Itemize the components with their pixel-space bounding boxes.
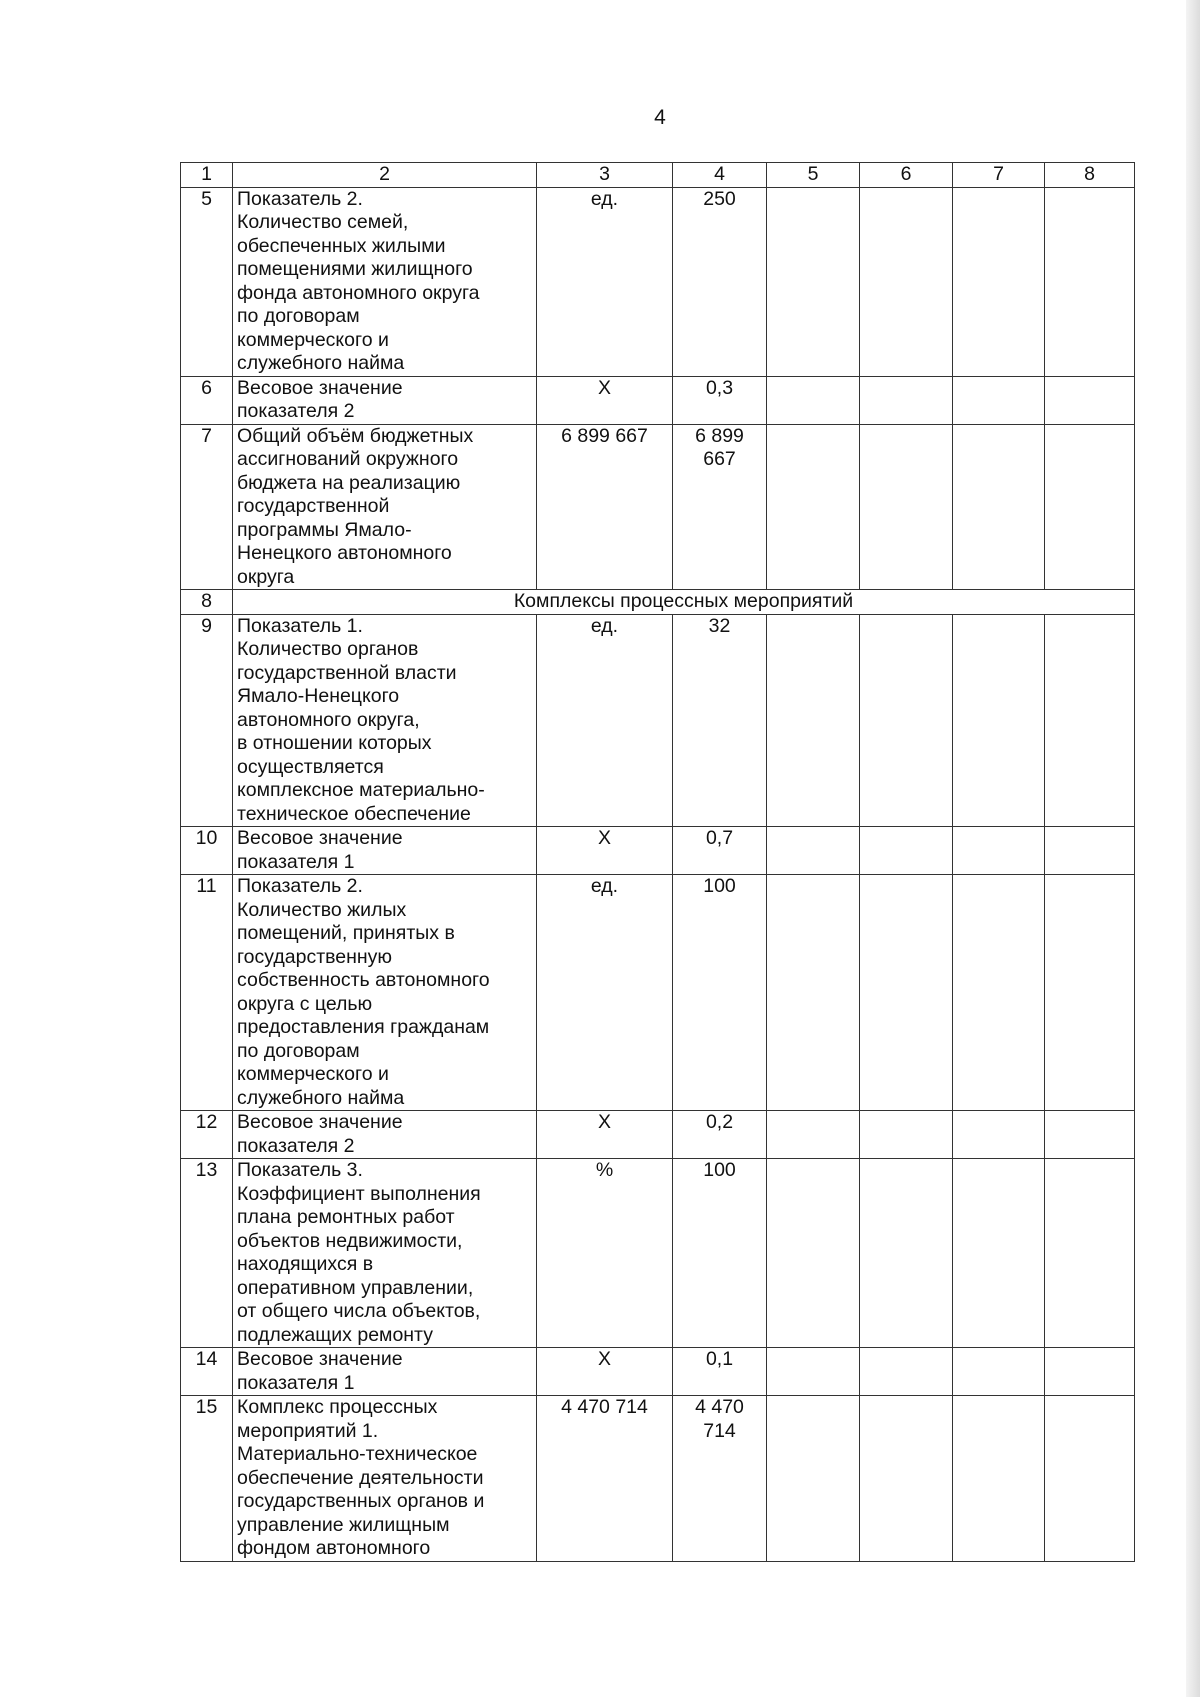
header-cell: 1 (181, 163, 233, 188)
empty-cell (953, 1159, 1045, 1348)
row-number: 7 (181, 424, 233, 590)
row-unit: X (537, 827, 673, 875)
row-number: 11 (181, 875, 233, 1111)
row-number: 5 (181, 187, 233, 376)
table-row (181, 187, 1135, 376)
row-description: Показатель 1. Количество органов государственной власти Ямало-Ненецкого автономного округа, в отношении которых осуществляется комплексное материально- техническое обеспечение (233, 614, 537, 827)
empty-cell (1045, 1159, 1135, 1348)
row-description: Показатель 2. Количество жилых помещений, принятых в государственную собственность автономного округа с целью предоставления гражданам по договорам коммерческого и служебного найма (233, 875, 537, 1111)
empty-cell (860, 1348, 953, 1396)
row-value: 4 470 714 (673, 1396, 767, 1562)
empty-cell (860, 614, 953, 827)
empty-cell (860, 1111, 953, 1159)
empty-cell (860, 875, 953, 1111)
row-description: Общий объём бюджетных ассигнований окружного бюджета на реализацию государственной программы Ямало- Ненецкого автономного округа (233, 424, 537, 590)
row-value: 250 (673, 187, 767, 376)
row-number: 15 (181, 1396, 233, 1562)
header-cell: 8 (1045, 163, 1135, 188)
row-description: Комплекс процессных мероприятий 1. Материально-техническое обеспечение деятельности государственных органов и управление жилищным фондом автономного (233, 1396, 537, 1562)
page-edge-shadow (1186, 0, 1200, 1697)
empty-cell (767, 424, 860, 590)
table-header-row (181, 163, 1135, 188)
row-value: 0,1 (673, 1348, 767, 1396)
empty-cell (767, 376, 860, 424)
empty-cell (1045, 1111, 1135, 1159)
row-unit: X (537, 1111, 673, 1159)
table-row (181, 1111, 1135, 1159)
row-value: 32 (673, 614, 767, 827)
row-number: 12 (181, 1111, 233, 1159)
row-description: Показатель 2. Количество семей, обеспеченных жилыми помещениями жилищного фонда автономного округа по договорам коммерческого и служебного найма (233, 187, 537, 376)
row-unit: 4 470 714 (537, 1396, 673, 1562)
empty-cell (953, 614, 1045, 827)
empty-cell (1045, 1396, 1135, 1562)
row-unit: ед. (537, 187, 673, 376)
empty-cell (767, 875, 860, 1111)
row-description: Весовое значение показателя 2 (233, 1111, 537, 1159)
row-unit: ед. (537, 614, 673, 827)
empty-cell (767, 614, 860, 827)
empty-cell (953, 875, 1045, 1111)
empty-cell (953, 1111, 1045, 1159)
row-unit: X (537, 376, 673, 424)
table-row (181, 827, 1135, 875)
table-row (181, 424, 1135, 590)
row-unit: X (537, 1348, 673, 1396)
row-number: 14 (181, 1348, 233, 1396)
row-description: Весовое значение показателя 1 (233, 1348, 537, 1396)
row-description: Показатель 3. Коэффициент выполнения плана ремонтных работ объектов недвижимости, находящихся в оперативном управлении, от общего числа объектов, подлежащих ремонту (233, 1159, 537, 1348)
row-description: Весовое значение показателя 2 (233, 376, 537, 424)
row-number: 8 (181, 590, 233, 615)
empty-cell (953, 424, 1045, 590)
empty-cell (767, 1396, 860, 1562)
page-number: 4 (654, 106, 666, 129)
empty-cell (1045, 827, 1135, 875)
empty-cell (860, 424, 953, 590)
row-number: 6 (181, 376, 233, 424)
empty-cell (860, 376, 953, 424)
empty-cell (1045, 875, 1135, 1111)
table-row (181, 1159, 1135, 1348)
empty-cell (1045, 376, 1135, 424)
empty-cell (860, 1396, 953, 1562)
header-cell: 4 (673, 163, 767, 188)
empty-cell (767, 1111, 860, 1159)
row-value: 0,2 (673, 1111, 767, 1159)
row-value: 100 (673, 875, 767, 1111)
empty-cell (767, 187, 860, 376)
table-row (181, 875, 1135, 1111)
empty-cell (953, 376, 1045, 424)
empty-cell (953, 827, 1045, 875)
table-row (181, 1396, 1135, 1562)
table-row (181, 376, 1135, 424)
header-cell: 3 (537, 163, 673, 188)
table-row (181, 614, 1135, 827)
section-title: Комплексы процессных мероприятий (233, 590, 1135, 615)
header-cell: 5 (767, 163, 860, 188)
empty-cell (953, 1348, 1045, 1396)
empty-cell (767, 1159, 860, 1348)
row-value: 100 (673, 1159, 767, 1348)
empty-cell (953, 187, 1045, 376)
indicators-table (180, 162, 1135, 1562)
header-cell: 6 (860, 163, 953, 188)
header-cell: 7 (953, 163, 1045, 188)
table-row (181, 1348, 1135, 1396)
row-number: 9 (181, 614, 233, 827)
empty-cell (860, 827, 953, 875)
row-unit: 6 899 667 (537, 424, 673, 590)
row-number: 10 (181, 827, 233, 875)
empty-cell (1045, 424, 1135, 590)
row-value: 0,7 (673, 827, 767, 875)
row-value: 0,3 (673, 376, 767, 424)
row-value: 6 899 667 (673, 424, 767, 590)
row-number: 13 (181, 1159, 233, 1348)
empty-cell (860, 187, 953, 376)
row-unit: ед. (537, 875, 673, 1111)
row-description: Весовое значение показателя 1 (233, 827, 537, 875)
empty-cell (1045, 614, 1135, 827)
empty-cell (953, 1396, 1045, 1562)
row-unit: % (537, 1159, 673, 1348)
empty-cell (1045, 1348, 1135, 1396)
empty-cell (1045, 187, 1135, 376)
empty-cell (767, 827, 860, 875)
section-row (181, 590, 1135, 615)
empty-cell (767, 1348, 860, 1396)
header-cell: 2 (233, 163, 537, 188)
empty-cell (860, 1159, 953, 1348)
